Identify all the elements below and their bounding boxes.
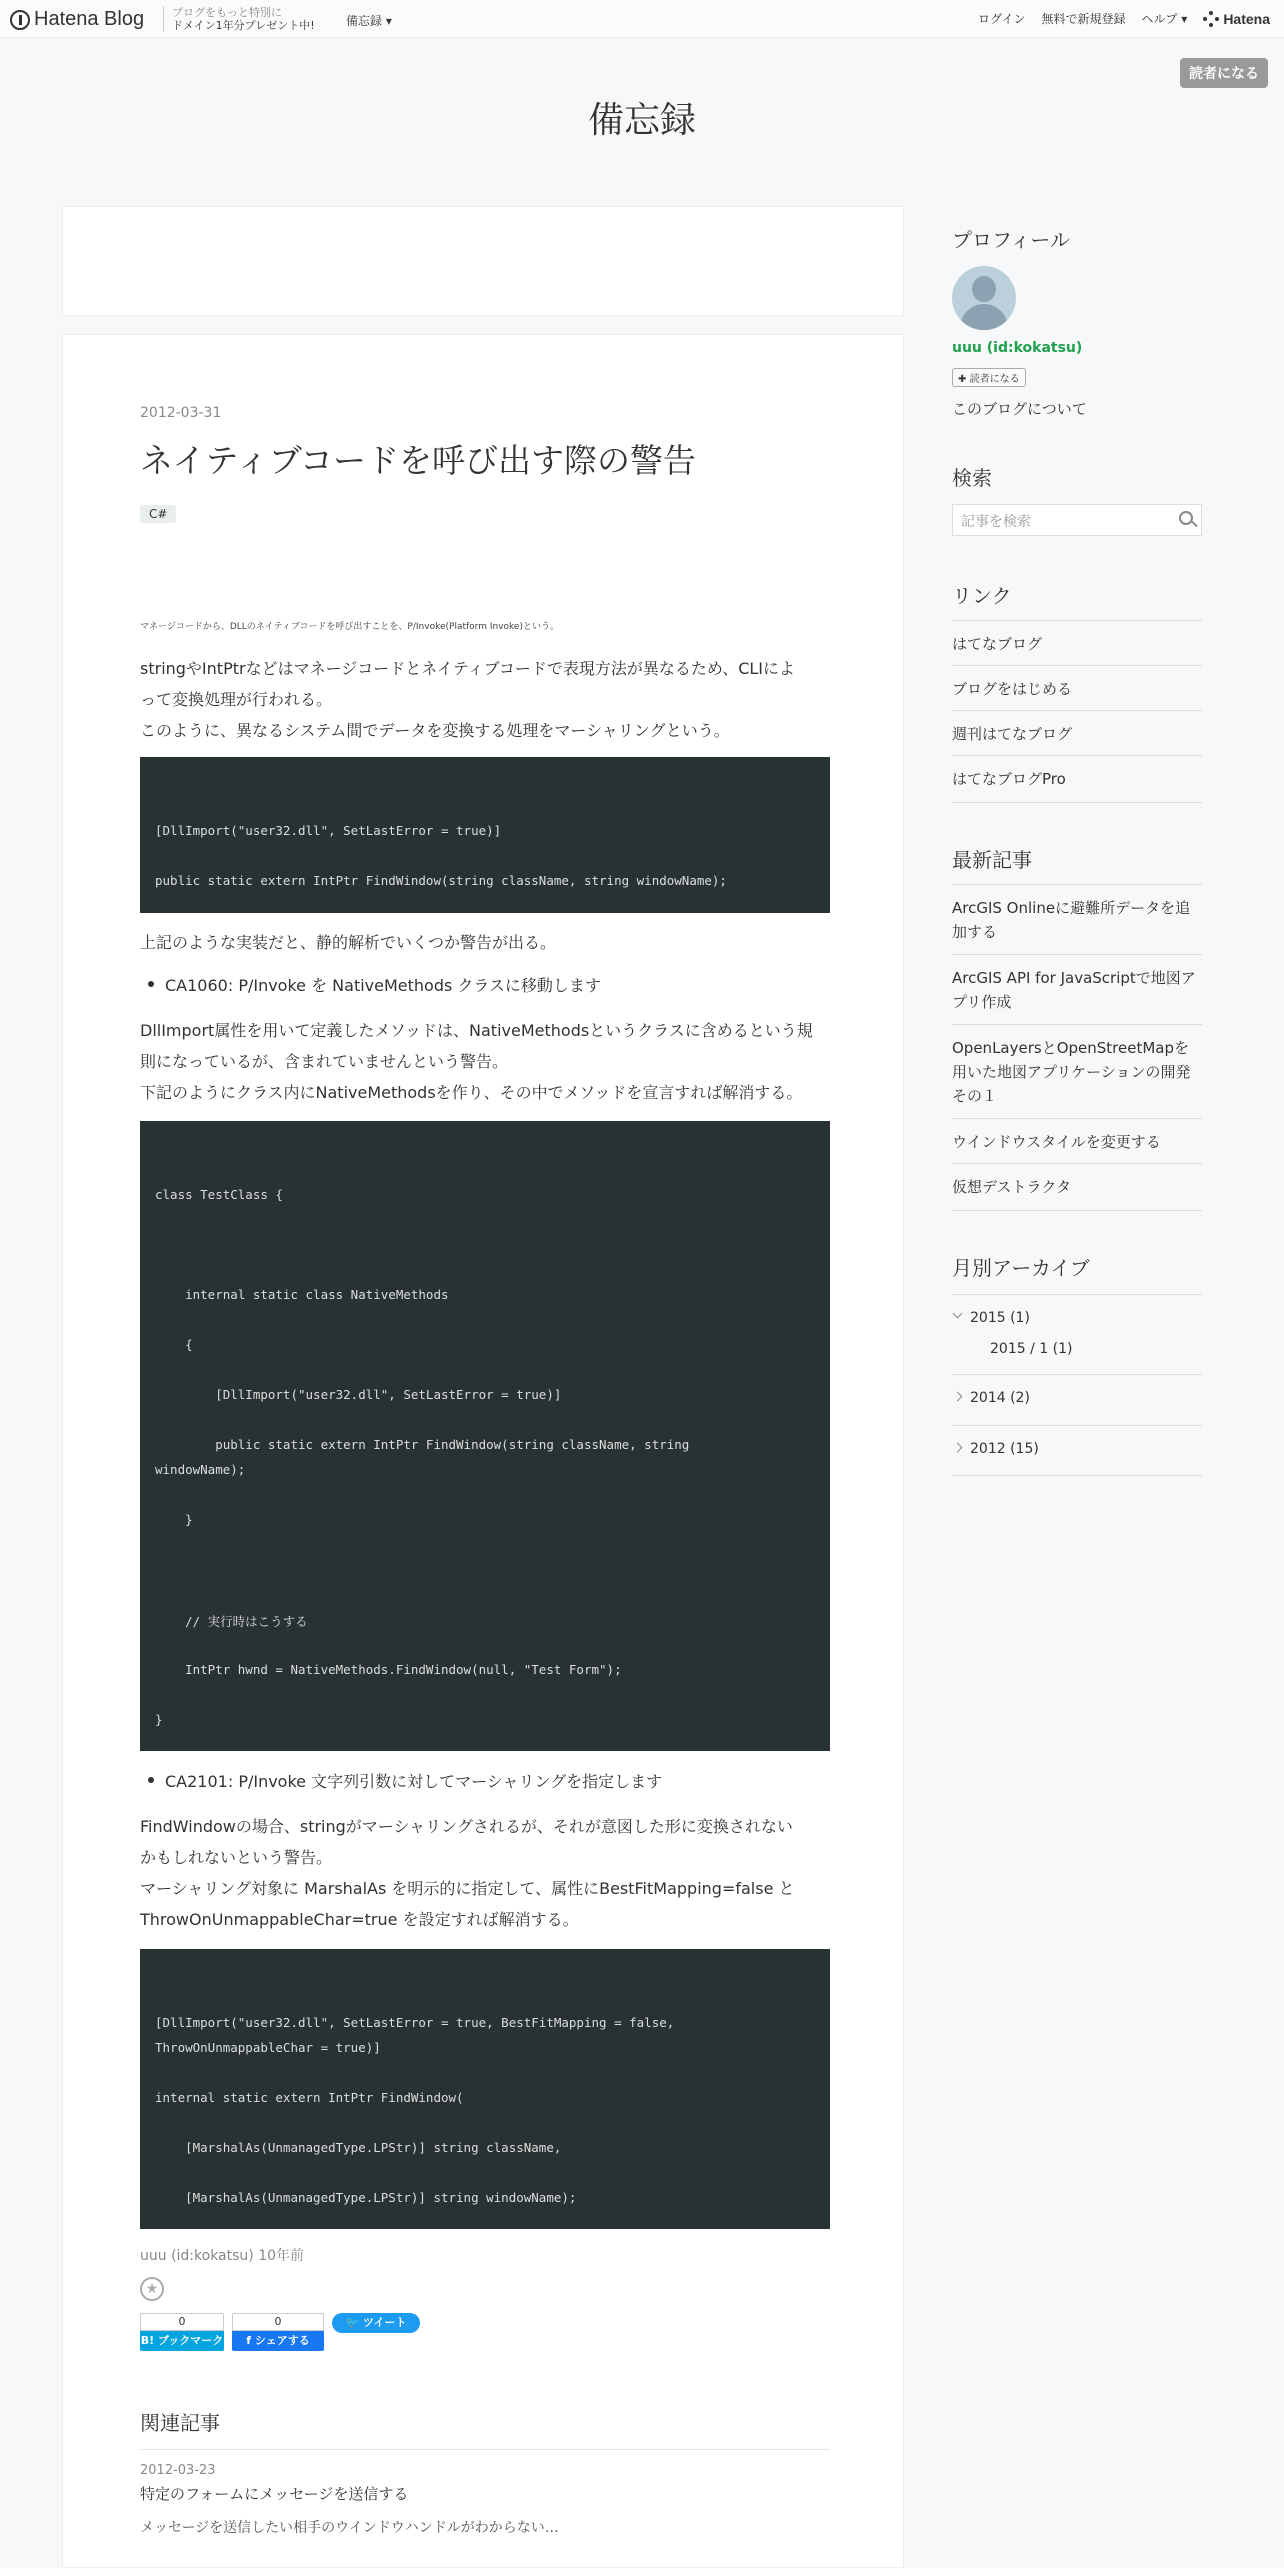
code-line: } [155, 1712, 163, 1727]
entry-title[interactable]: ネイティブコードを呼び出す際の警告 [140, 441, 697, 480]
search-placeholder: 記事を検索 [961, 514, 1031, 530]
links-heading: リンク [952, 584, 1012, 608]
subscribe-label: 読者になる [969, 374, 1020, 385]
intro-note: マネージコードから、DLLのネイティブコードを呼び出すことを、P/Invoke(Platform Invoke)という。 [140, 622, 559, 632]
twitter-bird-icon: 🐦 [345, 2316, 360, 2329]
code-line: { [155, 1337, 193, 1352]
code-line: [MarshalAs(UnmanagedType.LPStr)] string windowName); [155, 2190, 577, 2205]
category-tag[interactable]: C# [140, 505, 176, 523]
search-icon[interactable] [1179, 511, 1193, 525]
hatena-link[interactable] [1203, 11, 1270, 27]
code-line: IntPtr hwnd = NativeMethods.FindWindow(null, "Test Form"); [155, 1662, 622, 1677]
plus-icon: ✚ [958, 374, 967, 385]
blog-title[interactable]: 備忘録 [587, 100, 696, 141]
logo-text: Hatena Blog [34, 8, 145, 30]
code-line: [MarshalAs(UnmanagedType.LPStr)] string className, [155, 2140, 562, 2155]
paragraph-1: stringやIntPtrなどはマネージコードとネイティブコードで表現方法が異なるため、CLIによ って変換処理が行われる。 このように、異なるシステム間でデータを変換する処理をマーシャリングという。 [140, 659, 796, 740]
avatar[interactable] [952, 266, 1016, 330]
hatena-link-label: Hatena [1223, 10, 1270, 27]
promo-line1: ブログをもっと特別に [172, 6, 282, 19]
archive-heading: 月別アーカイブ [952, 1256, 1090, 1280]
code-line: internal static class NativeMethods [155, 1287, 449, 1302]
header-nav [978, 10, 1270, 27]
tweet-button[interactable] [332, 2313, 420, 2333]
recent-entry-link[interactable]: ArcGIS Onlineに避難所データを追加する [952, 884, 1202, 955]
about-blog-link[interactable]: このブログについて [952, 400, 1087, 418]
profile-heading: プロフィール [952, 228, 1070, 252]
chevron-right-icon[interactable] [953, 1392, 963, 1402]
link-item[interactable]: はてなブログPro [952, 755, 1202, 803]
hatena-blog-logo[interactable] [10, 8, 144, 31]
related-snippet: メッセージを送信したい相手のウインドウハンドルがわからない… [140, 2520, 559, 2536]
signup-link[interactable]: 無料で新規登録 [1041, 12, 1126, 26]
hatena-logo-icon [10, 10, 30, 30]
code-line: public static extern IntPtr FindWindow(string className, string [155, 1437, 690, 1452]
paragraph-2: 上記のような実装だと、静的解析でいくつか警告が出る。 [140, 933, 557, 952]
entry-author[interactable]: uuu (id:kokatsu) 10年前 [140, 2248, 305, 2264]
bookmark-label: B! ブックマーク [140, 2331, 224, 2351]
bookmark-count: 0 [140, 2313, 224, 2331]
blog-menu-dropdown[interactable]: 備忘録 ▾ [346, 14, 392, 28]
code-line: ThrowOnUnmappableChar = true)] [155, 2040, 381, 2055]
entry-date[interactable]: 2012-03-31 [140, 405, 222, 421]
archive-year-label[interactable]: 2014 (2) [970, 1390, 1030, 1406]
hatena-dots-icon [1203, 11, 1219, 27]
archive-year-2012[interactable] [952, 1425, 1202, 1476]
facebook-label: f シェアする [232, 2331, 324, 2351]
profile-name-link[interactable]: uuu (id:kokatsu) [952, 340, 1083, 356]
code-block-3 [140, 1949, 830, 2229]
chevron-right-icon[interactable] [953, 1443, 963, 1453]
recent-entry-link[interactable]: ウインドウスタイルを変更する [952, 1118, 1202, 1165]
add-star-icon[interactable]: ★ [140, 2277, 164, 2301]
related-heading: 関連記事 [140, 2411, 220, 2435]
subscribe-button-top[interactable]: 読者になる [1180, 58, 1268, 88]
code-block-2 [140, 1121, 830, 1751]
promo-line2: ドメイン1年分プレゼント中! [172, 19, 315, 32]
code-line: public static extern IntPtr FindWindow(string className, string windowName); [155, 873, 727, 888]
recent-entry-link[interactable]: OpenLayersとOpenStreetMapを用いた地図アプリケーションの開発その１ [952, 1024, 1202, 1119]
help-dropdown[interactable]: ヘルプ ▾ [1141, 12, 1188, 26]
archive-month-link[interactable]: 2015 / 1 (1) [990, 1341, 1073, 1357]
recent-heading: 最新記事 [952, 848, 1032, 872]
related-title-link[interactable]: 特定のフォームにメッセージを送信する [140, 2485, 409, 2503]
search-heading: 検索 [952, 466, 992, 490]
paragraph-4: FindWindowの場合、stringがマーシャリングされるが、それが意図した形に変換されない かもしれないという警告。 マーシャリング対象に MarshalAs を明示的に指定して、属性にBestFitMapping=false と ThrowOnUnmappableChar=true を設定すれば解消する。 [140, 1817, 795, 1929]
divider [140, 2449, 830, 2450]
entry-article [62, 334, 904, 2568]
promo-banner[interactable] [163, 6, 315, 32]
related-date: 2012-03-23 [140, 2463, 216, 2478]
search-input[interactable] [952, 504, 1202, 536]
login-link[interactable]: ログイン [978, 12, 1026, 26]
recent-entry-link[interactable]: 仮想デストラクタ [952, 1163, 1202, 1211]
archive-year-2015[interactable] [952, 1294, 1202, 1374]
link-item[interactable]: 週刊はてなブログ [952, 710, 1202, 757]
code-line: internal static extern IntPtr FindWindow( [155, 2090, 464, 2105]
ad-area [62, 206, 904, 316]
code-line: [DllImport("user32.dll", SetLastError = true)] [155, 823, 502, 838]
code-line: class TestClass { [155, 1187, 283, 1202]
warning-item-ca2101: CA2101: P/Invoke 文字列引数に対してマーシャリングを指定します [165, 1769, 662, 1792]
archive-year-2014[interactable] [952, 1374, 1202, 1425]
recent-entry-link[interactable]: ArcGIS API for JavaScriptで地図アプリ作成 [952, 954, 1202, 1025]
archive-year-label[interactable]: 2012 (15) [970, 1441, 1039, 1457]
facebook-count: 0 [232, 2313, 324, 2331]
facebook-share-button[interactable] [232, 2313, 324, 2353]
chevron-down-icon[interactable] [953, 1309, 963, 1319]
hatena-bookmark-button[interactable] [140, 2313, 224, 2353]
code-block-1 [140, 757, 830, 913]
tweet-label: ツイート [363, 2316, 407, 2329]
code-line: } [155, 1512, 193, 1527]
code-line: windowName); [155, 1462, 246, 1477]
warning-item-ca1060: CA1060: P/Invoke を NativeMethods クラスに移動します [165, 973, 601, 996]
link-item[interactable]: ブログをはじめる [952, 665, 1202, 712]
code-line: [DllImport("user32.dll", SetLastError = true, BestFitMapping = false, [155, 2015, 675, 2030]
link-item[interactable]: はてなブログ [952, 620, 1202, 667]
paragraph-3: DllImport属性を用いて定義したメソッドは、NativeMethodsというクラスに含めるという規 則になっているが、含まれていませんという警告。 下記のようにクラス内にNativeMethodsを作り、その中でメソッドを宣言すれば解消する。 [140, 1021, 813, 1102]
subscribe-button[interactable] [952, 368, 1026, 387]
archive-year-label[interactable]: 2015 (1) [970, 1310, 1030, 1326]
code-line: [DllImport("user32.dll", SetLastError = true)] [155, 1387, 562, 1402]
global-header [0, 0, 1284, 38]
code-line: // 実行時はこうする [155, 1614, 308, 1629]
